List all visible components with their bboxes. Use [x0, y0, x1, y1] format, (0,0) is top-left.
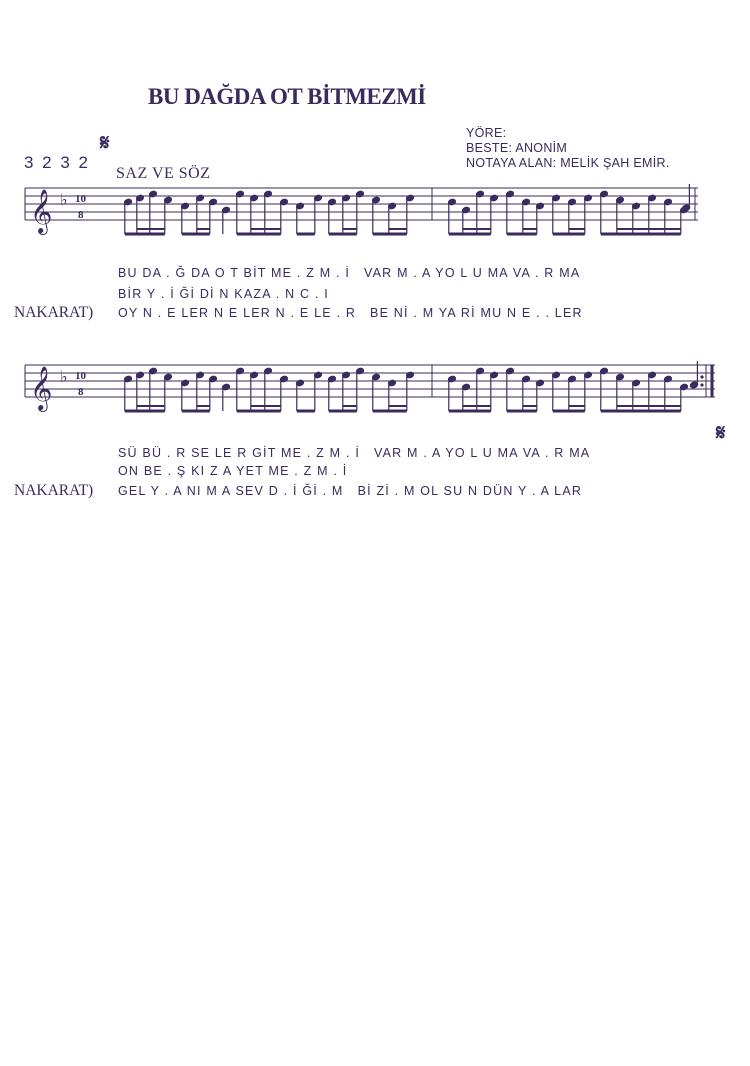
lyric-line-1: SÜ BÜ . R SE LE R GİT ME . Z M . İ VAR M . A YO L U MA VA . R MA [118, 446, 591, 460]
flat-icon: ♭ [60, 367, 68, 386]
time-sig-top: 10 [75, 193, 86, 205]
time-sig-bottom: 8 [78, 386, 84, 398]
nakarat-label: NAKARAT) [14, 482, 94, 499]
composer-info: BESTE: ANONİM [466, 141, 568, 155]
repeat-dot [700, 375, 703, 378]
lyric-line-3: GEL Y . A NI M A SEV D . İ Ğİ . M Bİ Zİ . M OL SU N DÜN Y . A LAR [118, 484, 583, 498]
segno-icon: 𝄋 [716, 420, 726, 446]
song-title: BU DAĞDA OT BİTMEZMİ [148, 84, 426, 109]
notes-group [124, 361, 699, 411]
region-info: YÖRE: [466, 126, 507, 140]
nakarat-label: NAKARAT) [14, 304, 94, 321]
transcriber-info: NOTAYA ALAN: MELİK ŞAH EMİR. [466, 156, 670, 170]
treble-clef-icon: 𝄞 [30, 366, 53, 410]
time-sig-bottom: 8 [78, 209, 84, 221]
usul-pattern: 3 2 3 2 [24, 153, 90, 172]
lyric-line-2: BİR Y . İ Ğİ Dİ N KAZA . N C . I [118, 287, 329, 301]
saz-ve-soz-label: SAZ VE SÖZ [116, 165, 211, 182]
time-sig-top: 10 [75, 370, 86, 382]
lyric-line-3: OY N . E LER N E LER N . E LE . R BE Nİ . M YA Rİ MU N E . . LER [118, 306, 583, 320]
treble-clef-icon: 𝄞 [30, 189, 53, 233]
repeat-dot [700, 383, 703, 386]
segno-icon: 𝄋 [100, 130, 110, 156]
lyric-line-1: BU DA . Ğ DA O T BİT ME . Z M . İ VAR M . A YO L U MA VA . R MA [118, 266, 581, 280]
lyric-line-2: ON BE . Ş KI Z A YET ME . Z M . İ [118, 464, 348, 478]
flat-icon: ♭ [60, 190, 68, 209]
